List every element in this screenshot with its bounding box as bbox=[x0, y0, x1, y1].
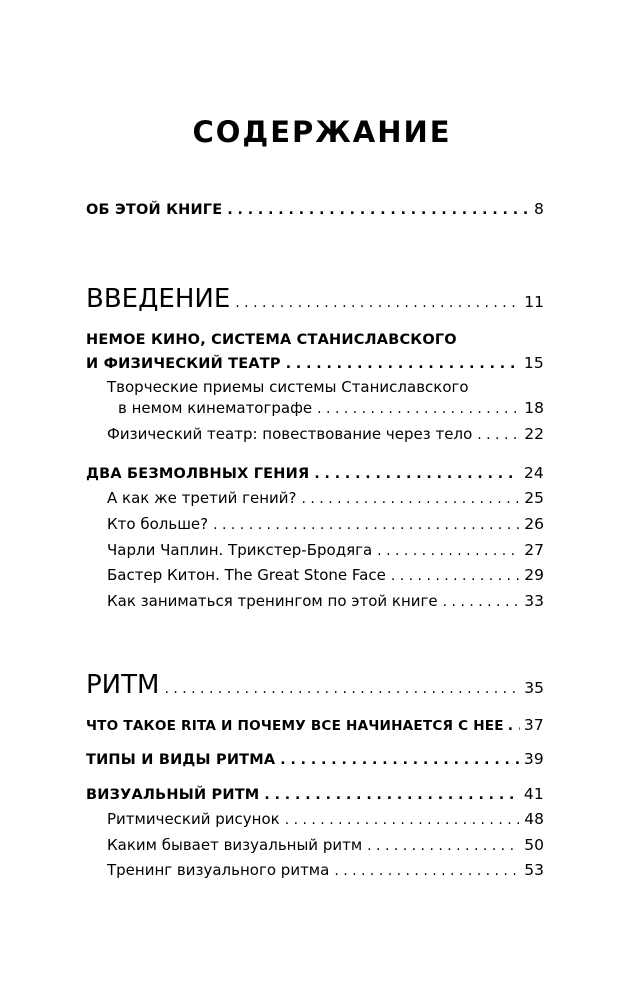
toc-entry-label: Как заниматься тренингом по этой книге bbox=[107, 592, 438, 610]
toc-page-number: 8 bbox=[533, 200, 544, 218]
toc-page-number: 22 bbox=[524, 425, 544, 443]
toc-entry-training[interactable] bbox=[107, 592, 544, 610]
toc-part-intro[interactable] bbox=[86, 284, 544, 314]
toc-entry-keaton[interactable] bbox=[107, 566, 544, 584]
dot-leader bbox=[286, 356, 519, 372]
toc-page-number: 15 bbox=[523, 354, 544, 372]
toc-entry-types[interactable] bbox=[86, 750, 544, 768]
toc-entry-creative-line1[interactable]: Творческие приемы системы Станиславского bbox=[107, 378, 469, 396]
dot-leader bbox=[264, 787, 518, 803]
toc-entry-label: Кто больше? bbox=[107, 515, 209, 533]
toc-entry-rita[interactable] bbox=[86, 716, 544, 734]
dot-leader bbox=[317, 401, 519, 417]
toc-entry-silent-line1[interactable]: НЕМОЕ КИНО, СИСТЕМА СТАНИСЛАВСКОГО bbox=[86, 332, 457, 348]
toc-page-number: 39 bbox=[523, 750, 544, 768]
toc-page-number: 37 bbox=[523, 716, 544, 734]
dot-leader bbox=[280, 752, 519, 768]
dot-leader bbox=[443, 594, 520, 610]
dot-leader bbox=[302, 491, 520, 507]
dot-leader bbox=[314, 466, 519, 482]
toc-page-number: 29 bbox=[524, 566, 544, 584]
toc-entry-physical[interactable] bbox=[107, 425, 544, 443]
toc-entry-bigger[interactable] bbox=[107, 515, 544, 533]
toc-entry-creative[interactable] bbox=[118, 399, 544, 417]
toc-page-number: 35 bbox=[524, 679, 544, 697]
toc-entry-label: ОБ ЭТОЙ КНИГЕ bbox=[86, 202, 223, 218]
dot-leader bbox=[391, 568, 519, 584]
toc-entry-label: ТИПЫ И ВИДЫ РИТМА bbox=[86, 752, 276, 768]
dot-leader bbox=[508, 718, 520, 734]
toc-page-number: 11 bbox=[524, 293, 544, 311]
toc-entry-label: А как же третий гений? bbox=[107, 489, 297, 507]
dot-leader bbox=[377, 543, 519, 559]
toc-entry-visual-training[interactable] bbox=[107, 861, 544, 879]
dot-leader bbox=[367, 838, 519, 854]
toc-entry-label: Ритмический рисунок bbox=[107, 810, 280, 828]
dot-leader bbox=[235, 295, 519, 311]
toc-page-number: 25 bbox=[524, 489, 544, 507]
page-title: СОДЕРЖАНИЕ bbox=[192, 115, 452, 149]
toc-entry-label: И ФИЗИЧЕСКИЙ ТЕАТР bbox=[86, 356, 281, 372]
toc-entry-pattern[interactable] bbox=[107, 810, 544, 828]
toc-entry-chaplin[interactable] bbox=[107, 541, 544, 559]
toc-entry-third[interactable] bbox=[107, 489, 544, 507]
toc-page-number: 50 bbox=[524, 836, 544, 854]
toc-entry-silent[interactable] bbox=[86, 354, 544, 372]
toc-page-number: 33 bbox=[524, 592, 544, 610]
toc-entry-label: Чарли Чаплин. Трикстер-Бродяга bbox=[107, 541, 373, 559]
toc-page-number: 24 bbox=[523, 464, 544, 482]
dot-leader bbox=[285, 812, 520, 828]
toc-entry-label: Тренинг визуального ритма bbox=[107, 861, 330, 879]
toc-page-number: 26 bbox=[524, 515, 544, 533]
toc-entry-label: Каким бывает визуальный ритм bbox=[107, 836, 363, 854]
toc-entry-geniuses[interactable] bbox=[86, 464, 544, 482]
toc-entry-label: ВИЗУАЛЬНЫЙ РИТМ bbox=[86, 787, 260, 803]
toc-page-number: 41 bbox=[523, 785, 544, 803]
toc-entry-label: ДВА БЕЗМОЛВНЫХ ГЕНИЯ bbox=[86, 466, 310, 482]
toc-entry-kinds[interactable] bbox=[107, 836, 544, 854]
dot-leader bbox=[227, 202, 529, 218]
toc-entry-label: РИТМ bbox=[86, 670, 160, 700]
dot-leader bbox=[164, 681, 519, 697]
toc-entry-visual[interactable] bbox=[86, 785, 544, 803]
toc-entry-label: в немом кинематографе bbox=[118, 399, 313, 417]
toc-page-number: 48 bbox=[524, 810, 544, 828]
dot-leader bbox=[213, 517, 519, 533]
toc-entry-label: Бастер Китон. The Great Stone Face bbox=[107, 566, 386, 584]
toc-entry-label: Физический театр: повествование через тело bbox=[107, 425, 473, 443]
toc-page-number: 53 bbox=[524, 861, 544, 879]
toc-page-number: 27 bbox=[524, 541, 544, 559]
toc-page-number: 18 bbox=[524, 399, 544, 417]
toc-part-rhythm[interactable] bbox=[86, 670, 544, 700]
dot-leader bbox=[477, 427, 519, 443]
toc-entry-label: ЧТО ТАКОЕ RITA И ПОЧЕМУ ВСЕ НАЧИНАЕТСЯ С НЕЕ bbox=[86, 718, 504, 734]
toc-entry-about[interactable] bbox=[86, 200, 544, 218]
dot-leader bbox=[334, 863, 519, 879]
toc-entry-label: ВВЕДЕНИЕ bbox=[86, 284, 231, 314]
